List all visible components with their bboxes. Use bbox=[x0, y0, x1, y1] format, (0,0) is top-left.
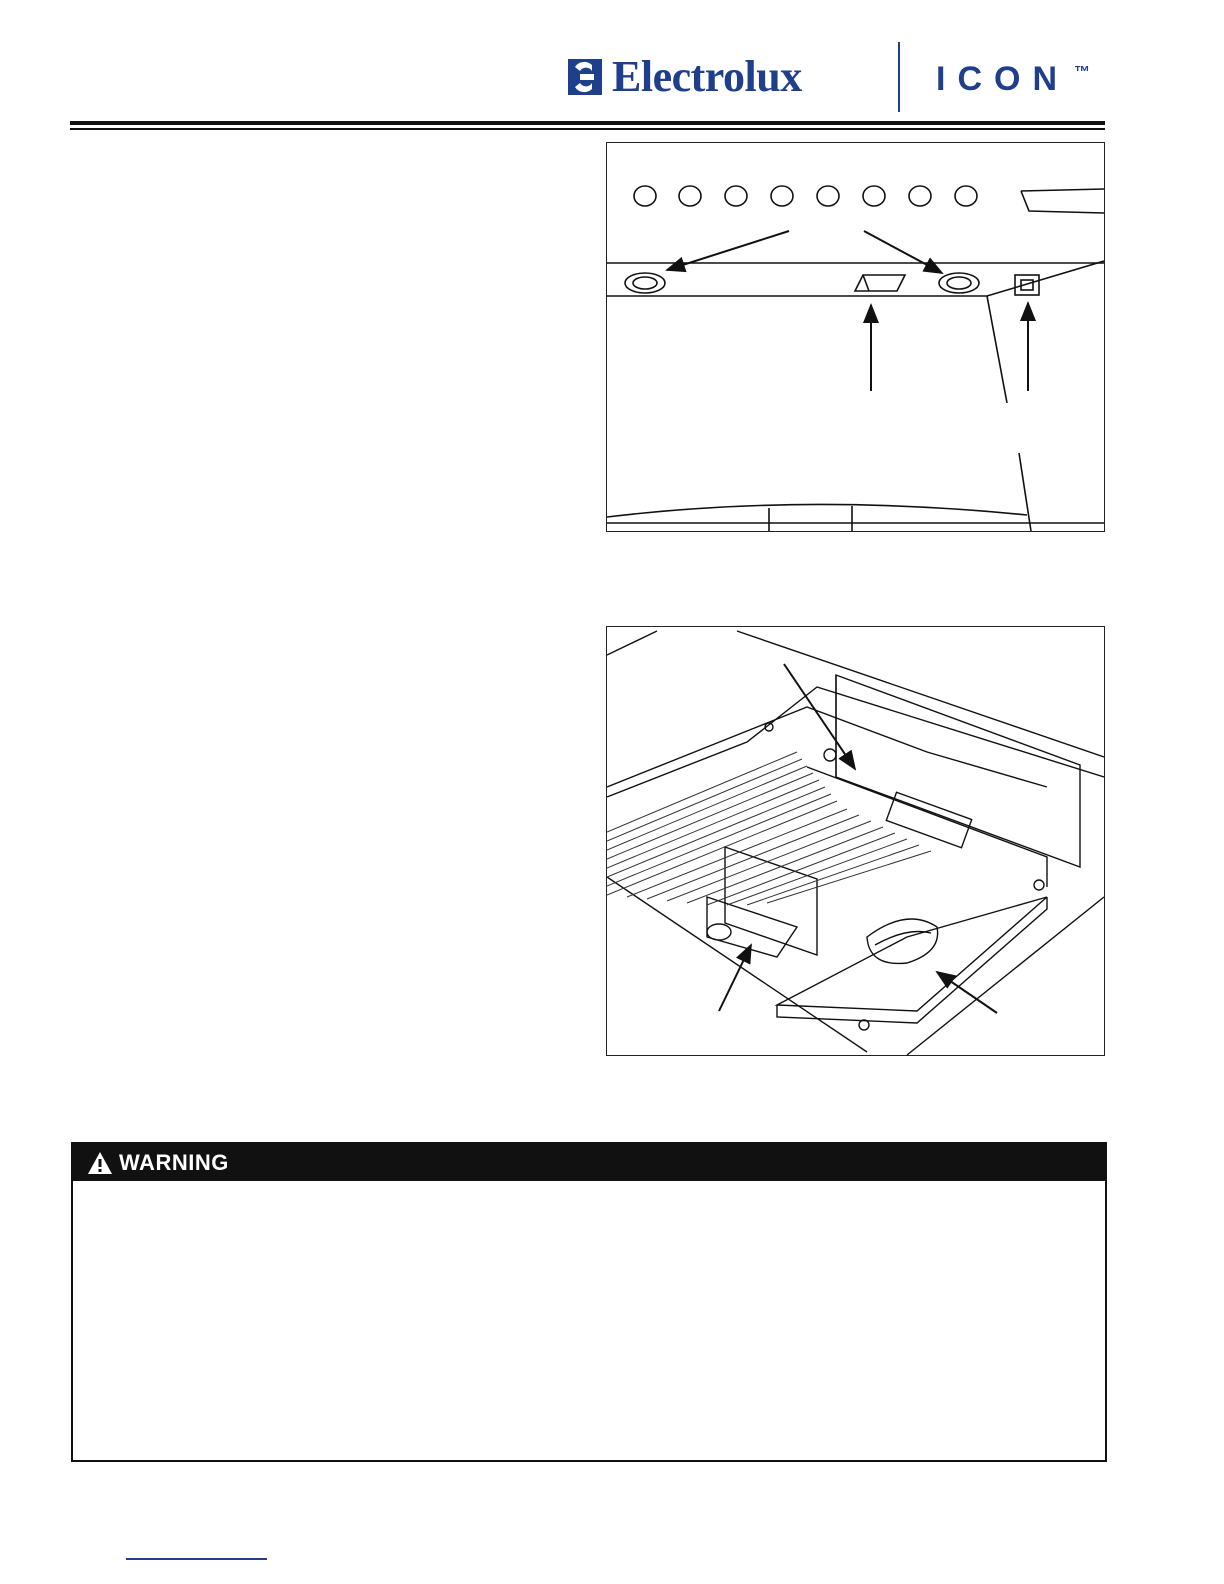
electrolux-logo bbox=[568, 52, 802, 102]
trademark-symbol: ™ bbox=[1074, 64, 1090, 81]
header-rule-thick bbox=[70, 121, 1105, 125]
warning-header bbox=[73, 1144, 1105, 1181]
control-panel-illustration bbox=[607, 143, 1104, 531]
warning-box bbox=[71, 1142, 1107, 1462]
water-tray-illustration bbox=[607, 627, 1104, 1055]
figure-control-panel bbox=[606, 142, 1105, 532]
logo-wordmark: Electrolux bbox=[612, 52, 802, 101]
footer-link-underline bbox=[126, 1558, 267, 1560]
header-rule-thin bbox=[70, 128, 1105, 130]
logo-divider bbox=[898, 42, 900, 112]
warning-label: WARNING bbox=[119, 1149, 229, 1175]
brand-name: ICON bbox=[936, 60, 1069, 98]
electrolux-mark-icon bbox=[568, 59, 602, 95]
warning-triangle-icon bbox=[87, 1151, 113, 1175]
figure-water-tray bbox=[606, 626, 1105, 1056]
page-header bbox=[0, 0, 1224, 140]
